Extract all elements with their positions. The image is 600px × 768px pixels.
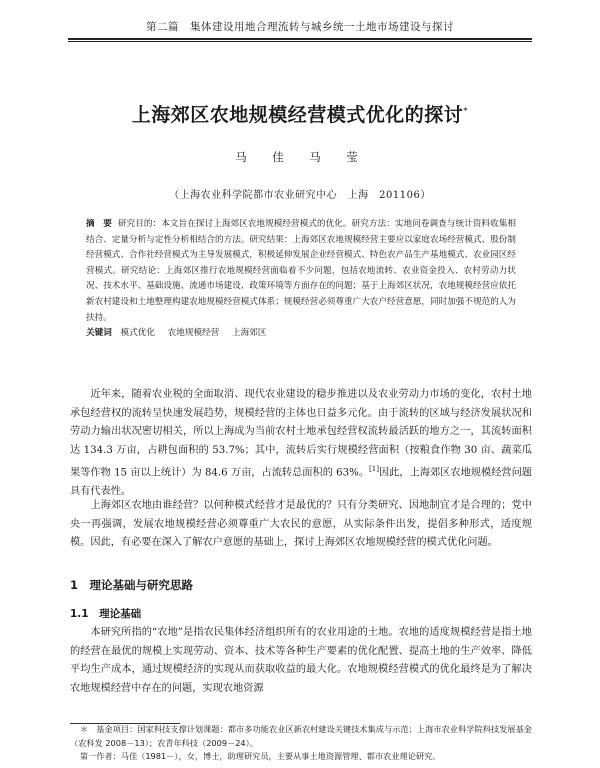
paragraph-text-tail: 因此，上海郊区农地规模经营问题具有代表性。 bbox=[70, 467, 532, 497]
running-header: 第二篇 集体建设用地合理流转与城乡统一土地市场建设与探讨 bbox=[146, 21, 454, 33]
paper-title bbox=[30, 100, 570, 127]
footnote-fund: ＊ 基金项目：国家科技支撑计划课题：都市多功能农业区新农村建设关键技术集成与示范；上海市农业科学院科技发展基金（农科发 2008－13）；农青年科技（2009－24）。 bbox=[70, 724, 532, 748]
body-paragraph-1 bbox=[70, 386, 532, 501]
title-note-mark: * bbox=[463, 106, 469, 117]
keyword: 上海郊区 bbox=[231, 328, 267, 339]
header-rule-thin bbox=[68, 41, 532, 42]
keywords-label: 关键词 bbox=[86, 328, 112, 339]
paragraph-text: 近年来，随着农业税的全面取消、现代农业建设的稳步推进以及农业劳动力市场的变化，农村土地承包经营权的流转呈快速发展趋势，规模经营的主体也日益多元化。由于流转的区域与经济发展状况和劳动力输出状况密切相关，所以上海成为当前农村土地承包经营权流转最活跃的地方之一，其流转面积达 134.3 万亩，占耕包面积的 53.7%；其中，流转后实行规模经营面积（按粮食作物 30 亩、蔬菜瓜果等作物 15 亩以上统计）为 84.6 万亩，占流转总面积的 63%。 bbox=[70, 389, 532, 479]
abstract bbox=[86, 217, 516, 342]
authors: 马 佳 马 莹 bbox=[235, 150, 365, 164]
abstract-text: 研究目的：本文旨在探讨上海郊区农地规模经营模式的优化。研究方法：实地问卷调查与统计资料收集相结合、定量分析与定性分析相结合的方法。研究结果：上海郊区农地规模经营主要应以家庭农场经营模式、股份制经营模式、合作社经营模式为主导发展模式，积极延伸发展企业经营模式、特色农产品生产基地模式、农业园区经营模式。研究结论：上海郊区推行农地规模经营面临着不少问题，包括农地流转、农业资金投入、农村劳动力状况、技术水平、基础设施、流通市场建设、政策环境等方面存在的问题；基于上海郊区状况，农地规模经营应依托新农村建设和土地整理构建农地规模经营模式体系；规模经营必须尊重广大农户经营意愿，同时加强不规范的人为扶持。 bbox=[86, 219, 516, 323]
header-rule bbox=[68, 38, 532, 40]
paragraph-text: 上海郊区农地由谁经营？以何种模式经营才是最优的？只有分类研究、因地制宜才是合理的；党中央一再强调，发展农地规模经营必须尊重广大农民的意愿，从实际条件出发，提倡多种形式，适度规模。因此，有必要在深入了解农户意愿的基础上，探讨上海郊区农地规模经营的模式优化问题。 bbox=[70, 500, 532, 548]
citation-ref[interactable]: [1] bbox=[369, 465, 379, 473]
footnote-author: 第一作者：马佳（1981－），女，博士，助理研究员，主要从事土地资源管理、都市农业理论研究。 bbox=[79, 751, 441, 761]
keyword: 农地规模经营 bbox=[167, 328, 220, 339]
body-paragraph-3 bbox=[70, 624, 532, 698]
abstract-paragraph bbox=[86, 217, 516, 326]
keyword: 模式优化 bbox=[120, 328, 155, 339]
subsection-heading-1-1: 1.1 理论基础 bbox=[70, 608, 142, 620]
keywords bbox=[86, 326, 516, 342]
footnotes bbox=[70, 723, 532, 764]
body-paragraph-2 bbox=[70, 497, 532, 553]
abstract-label: 摘 要 bbox=[86, 219, 112, 229]
section-heading-1: 1 理论基础与研究思路 bbox=[70, 578, 194, 592]
affiliation: （上海农业科学院都市农业研究中心 上海 201106） bbox=[169, 190, 431, 201]
paragraph-text: 本研究所指的“农地”是指农民集体经济组织所有的农业用途的土地。农地的适度规模经营是指土地的经营在最优的规模上实现劳动、资本、技术等各种生产要素的优化配置、提高土地的生产效率、降低平均生产成本，通过规模经济的实现从而获取收益的最大化。农地规模经营模式的优化最终是为了解决农地规模经营中存在的问题，实现农地资源 bbox=[70, 627, 532, 694]
title-text: 上海郊区农地规模经营模式优化的探讨 bbox=[131, 104, 464, 126]
